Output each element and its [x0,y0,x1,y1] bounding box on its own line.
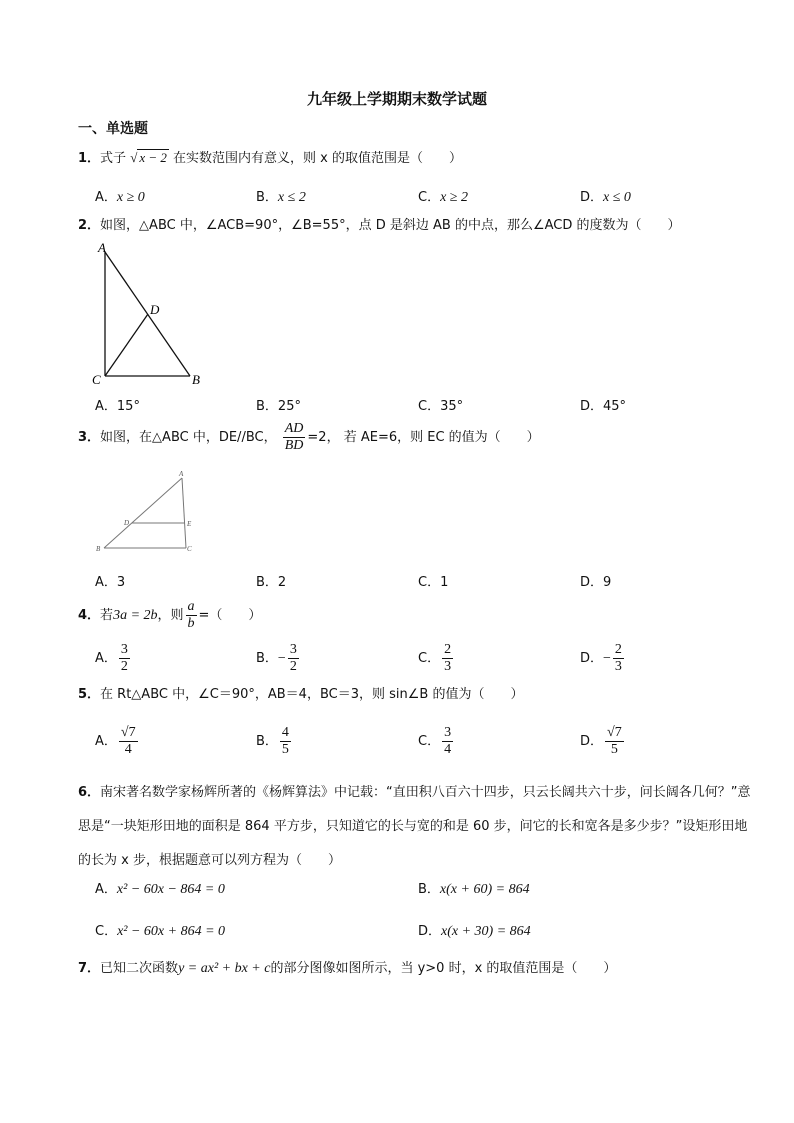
radicand: x − 2 [139,150,167,165]
question-1 [78,148,462,169]
option-a: A．15° [95,399,140,414]
question-text: 在 Rt△ABC 中，∠C＝90°，AB＝4，BC＝3，则 sin∠B 的值为（ ） [100,687,524,702]
question-text-post: 在实数范围内有意义，则 x 的取值范围是（ ） [173,151,462,166]
option-c: C．x ≥ 2 [418,190,468,205]
vertex-label-c: C [92,372,101,387]
question-text: 如图，△ABC 中，∠ACB=90°，∠B=55°，点 D 是斜边 AB 的中点，那么∠ACD 的度数为（ ） [100,218,681,233]
vertex-label-d: D [150,302,160,317]
option-c: C．x² − 60x + 864 = 0 [95,924,226,939]
vertex-label-d: D [124,519,130,527]
option-d: D． $\frac{√7}{5}$ [580,725,622,757]
question-5: 5．在 Rt△ABC 中，∠C＝90°，AB＝4，BC＝3，则 sin∠B 的值为（ ） [78,687,524,702]
option-c: C．35° [418,399,464,414]
option-a: A．x ≥ 0 [95,190,145,205]
option-c: C． $\frac{3}{4}$ [418,725,452,757]
vertex-label-e: E [187,520,192,528]
option-d: D．9 [580,575,612,590]
ratio-fraction: $\frac{AD}{BD}$ [284,421,304,453]
quadratic-function: y = ax² + bx + c [178,961,271,976]
question-6: 6．南宋著名数学家杨辉所著的《杨辉算法》中记载：“直田积八百六十四步，只云长阔共六十步，问长阔各几何？”意思是“一块矩形田地的面积是 864 平方步，只知道它的长与宽的和是 60 步，问它的长和宽各是多少步？”设矩形田地的长为 x 步，根据题意可以列方程为（ ） [78,785,751,868]
triangle-figure-q2 [88,238,218,390]
question-3: 3．如图，在△ABC 中，DE//BC， $\frac{AD}{BD}$ =2， 若 AE=6，则 EC 的值为（ ） [78,421,540,453]
question-4: 4．若3a = 2b，则 $\frac{a}{b}$ =（ ） [78,599,262,631]
triangle-figure-q3 [92,468,202,558]
section-heading: 一、单选题 [78,121,148,137]
option-b: B．x(x + 60) = 864 [418,882,530,897]
equation: 3a = 2b [113,608,158,623]
option-a: A． $\frac{√7}{4}$ [95,725,136,757]
option-a: A．x² − 60x − 864 = 0 [95,882,225,897]
option-a: A．3 [95,575,126,590]
question-text-pre: 如图，在△ABC 中，DE//BC， [100,430,277,445]
option-d: D．45° [580,399,627,414]
vertex-label-c: C [187,545,192,553]
question-2: 2．如图，△ABC 中，∠ACB=90°，∠B=55°，点 D 是斜边 AB 的中点，那么∠ACD 的度数为（ ） [78,218,681,233]
question-7: 7．已知二次函数y = ax² + bx + c的部分图像如图所示，当 y>0 时，x 的取值范围是（ ） [78,961,617,976]
vertex-label-b: B [96,545,101,553]
option-b: B． $\frac{4}{5}$ [256,725,289,757]
option-a: A． $\frac{3}{2}$ [95,642,128,674]
option-d: D．x ≤ 0 [580,190,631,205]
question-number: 1． [78,151,101,166]
vertex-label-a: A [98,240,106,255]
option-b: B．25° [256,399,301,414]
option-d: D．− $\frac{2}{3}$ [580,642,622,674]
option-c: C． $\frac{2}{3}$ [418,642,452,674]
option-d: D．x(x + 30) = 864 [418,924,531,939]
option-b: B．2 [256,575,287,590]
option-c: C．1 [418,575,449,590]
option-b: B．x ≤ 2 [256,190,306,205]
vertex-label-b: B [192,372,200,387]
ratio-fraction: $\frac{a}{b}$ [187,599,195,631]
question-text-post: =2， 若 AE=6，则 EC 的值为（ ） [307,430,540,445]
sqrt-expression: √ x − 2 [130,150,167,165]
question-text-pre: 式子 [100,151,127,166]
vertex-label-a: A [179,470,184,478]
page-title: 九年级上学期期末数学试题 [306,90,487,108]
question-text: 南宋著名数学家杨辉所著的《杨辉算法》中记载：“直田积八百六十四步，只云长阔共六十步，问长阔各几何？”意思是“一块矩形田地的面积是 864 平方步，只知道它的长与宽的和是 60 步，问它的长和宽各是多少步？”设矩形田地的长为 x 步，根据题意可以列方程为（ ） [78,785,751,868]
option-b: B．− $\frac{3}{2}$ [256,642,297,674]
